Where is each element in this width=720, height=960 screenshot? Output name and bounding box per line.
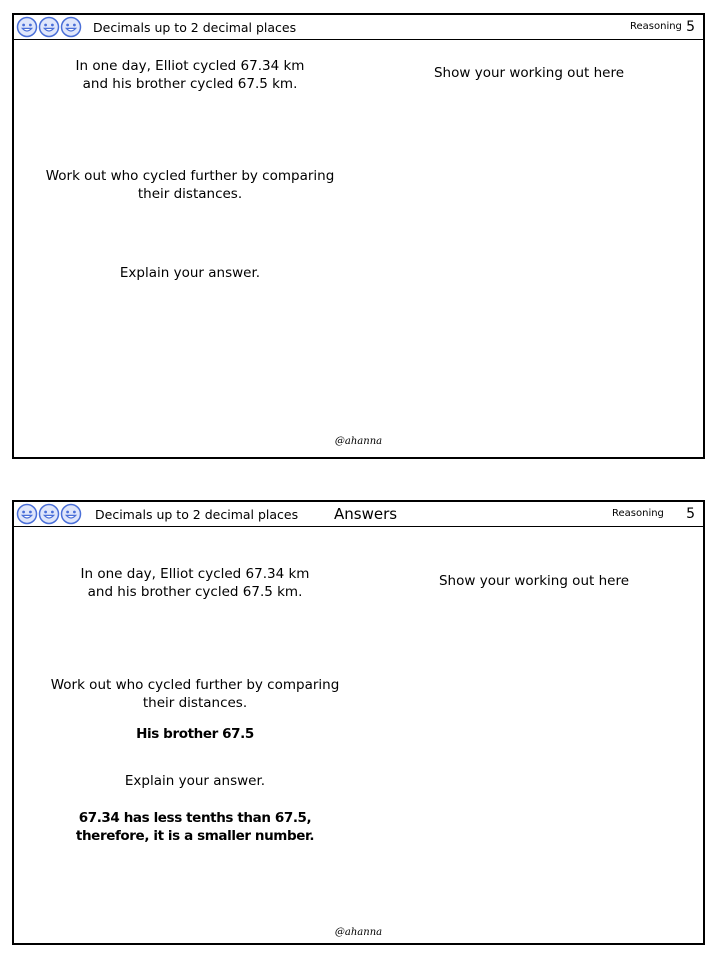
explanation-line: therefore, it is a smaller number. xyxy=(75,828,315,844)
instruction-line: their distances. xyxy=(142,695,248,711)
question-number: 5 xyxy=(686,19,695,35)
work-out-instruction xyxy=(40,167,340,203)
question-text xyxy=(45,565,345,601)
question-line: In one day, Elliot cycled 67.34 km xyxy=(75,58,305,74)
smiley-face-icon xyxy=(38,16,60,38)
work-out-instruction xyxy=(45,676,345,712)
question-number: 5 xyxy=(686,506,695,522)
instruction-line: Work out who cycled further by comparing xyxy=(50,677,340,693)
smiley-face-icon xyxy=(60,503,82,525)
question-card xyxy=(12,13,705,459)
card-header xyxy=(14,15,703,40)
answers-heading: Answers xyxy=(334,505,398,523)
question-line: and his brother cycled 67.5 km. xyxy=(87,584,303,600)
explain-instruction: Explain your answer. xyxy=(119,265,261,281)
smiley-face-icon xyxy=(60,16,82,38)
smiley-face-icon xyxy=(38,503,60,525)
explanation-text xyxy=(45,809,345,845)
question-line: and his brother cycled 67.5 km. xyxy=(82,76,298,92)
topic-title: Decimals up to 2 decimal places xyxy=(95,507,299,522)
answer-text: His brother 67.5 xyxy=(136,726,254,742)
author-credit: @ahanna xyxy=(334,927,383,938)
instruction-line: Work out who cycled further by comparing xyxy=(45,168,335,184)
card-header xyxy=(14,502,703,527)
smiley-face-icon xyxy=(16,503,38,525)
question-text xyxy=(40,57,340,93)
difficulty-smileys xyxy=(16,16,82,38)
smiley-face-icon xyxy=(16,16,38,38)
question-line: In one day, Elliot cycled 67.34 km xyxy=(80,566,310,582)
instruction-line: their distances. xyxy=(137,186,243,202)
category-label: Reasoning xyxy=(612,508,664,519)
explain-instruction: Explain your answer. xyxy=(124,773,266,789)
explanation-line: 67.34 has less tenths than 67.5, xyxy=(78,810,312,826)
author-credit: @ahanna xyxy=(334,436,383,447)
category-label: Reasoning xyxy=(630,21,682,32)
working-out-prompt: Show your working out here xyxy=(433,65,625,81)
topic-title: Decimals up to 2 decimal places xyxy=(93,20,297,35)
working-out-prompt: Show your working out here xyxy=(438,573,630,589)
answer-card xyxy=(12,500,705,945)
difficulty-smileys xyxy=(16,503,82,525)
